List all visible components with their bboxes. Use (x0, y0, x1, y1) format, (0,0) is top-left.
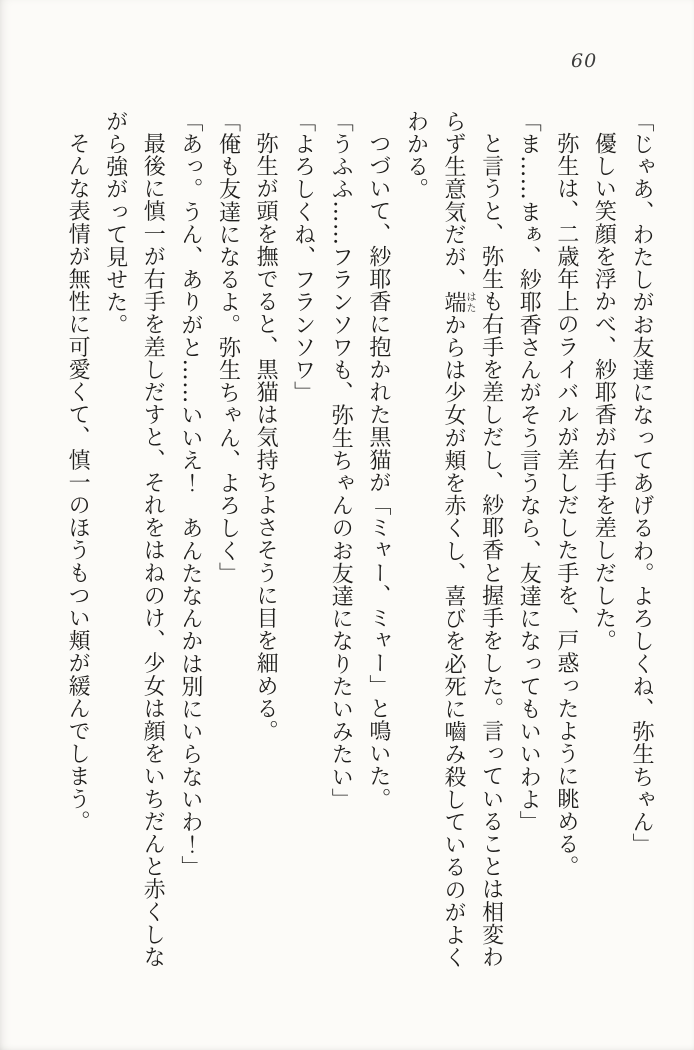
paragraph: 弥生が頭を撫でると、黒猫は気持ちよさそうに目を細める。 (253, 132, 279, 743)
paragraph: 「じゃあ、わたしがお友達になってあげるわ。よろしくね、弥生ちゃん」 (629, 110, 654, 856)
paragraph: と言うと、弥生も右手を差しだし、紗耶香と握手をした。言っていることは相変わらず生意気だが、端はたからは少女が頬を赤くし、喜びを必死に嚙み殺しているのがよくわかる。 (403, 110, 504, 969)
paragraph: 弥生は、二歳年上のライバルが差しだした手を、戸惑ったように眺める。 (553, 132, 579, 878)
page-text (58, 110, 660, 976)
paragraph: そんな表情が無性に可愛くて、慎一のほうもつい頬が緩んでしまう。 (65, 132, 91, 833)
paragraph: 優しい笑顔を浮かべ、紗耶香が右手を差しだした。 (591, 132, 617, 652)
page-number: 60 (571, 50, 598, 72)
furigana: 端はた (441, 290, 476, 314)
paragraph: 「よろしくね、フランソワ」 (290, 110, 316, 404)
paragraph: 最後に慎一が右手を差しだすと、それをはねのけ、少女は顔をいちだんと赤くしながら強がって見せた。 (102, 110, 166, 969)
paragraph: 「うふふ……フランソワも、弥生ちゃんのお友達になりたいみたい」 (328, 110, 354, 811)
paragraph: 「ま……まぁ、紗耶香さんがそう言うなら、友達になってもいいわよ」 (516, 110, 542, 834)
paragraph: 「あっ。うん、ありがと……いいえ！ あんたなんかは別にいらないわ！」 (177, 110, 203, 879)
paragraph: 「俺も友達になるよ。弥生ちゃん、よろしく」 (215, 110, 241, 585)
paragraph: つづいて、紗耶香に抱かれた黒猫が「ミャー、ミャー」と鳴いた。 (365, 132, 391, 810)
